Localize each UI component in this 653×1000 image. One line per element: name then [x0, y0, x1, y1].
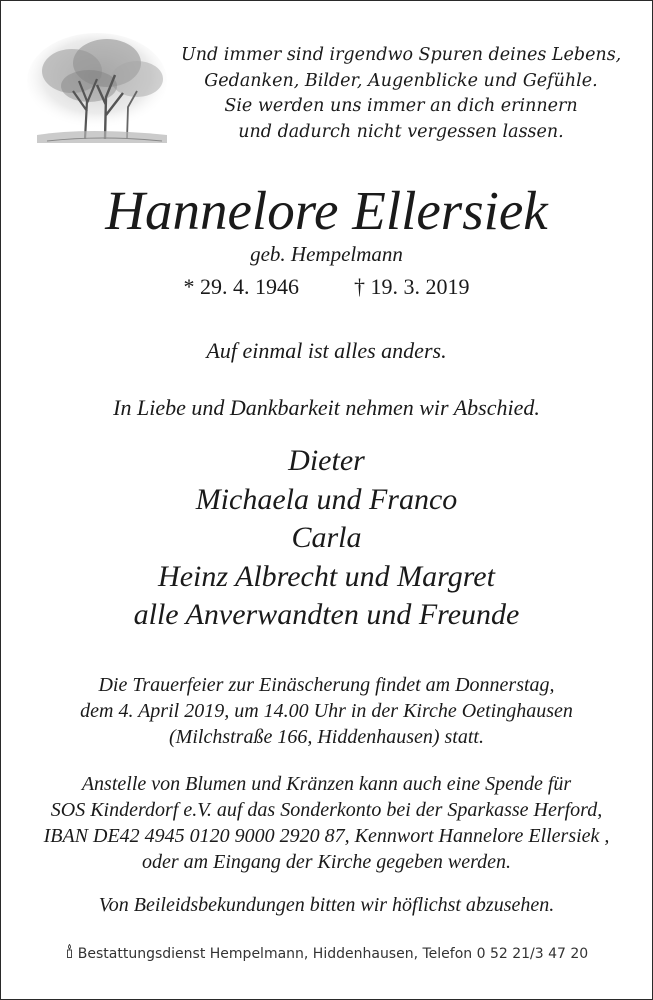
donation-line: oder am Eingang der Kirche gegeben werden.: [142, 851, 511, 873]
closing-note: Von Beileidsbekundungen bitten wir höflichst abzusehen.: [98, 894, 555, 916]
ceremony-line: dem 4. April 2019, um 14.00 Uhr in der Kirche Oetinghausen: [80, 700, 573, 722]
mourners-list: [1, 442, 652, 635]
message-line: Auf einmal ist alles anders.: [206, 338, 447, 363]
maiden-name: geb. Hempelmann: [250, 242, 403, 266]
candle-icon: [65, 944, 74, 962]
donation-line: IBAN DE42 4945 0120 9000 2920 87, Kennwort Hannelore Ellersiek ,: [43, 825, 610, 847]
farewell-line: In Liebe und Dankbarkeit nehmen wir Abschied.: [113, 395, 540, 420]
tree-illustration: [27, 31, 177, 149]
life-dates: [1, 274, 652, 300]
mourner: Michaela und Franco: [195, 482, 458, 516]
donation-details: [1, 771, 652, 875]
mourner: Heinz Albrecht und Margret: [158, 559, 495, 593]
birth-date: * 29. 4. 1946: [183, 274, 299, 299]
donation-line: Anstelle von Blumen und Kränzen kann auch eine Spende für: [81, 773, 572, 795]
poem-line: Und immer sind irgendwo Spuren deines Lebens,: [181, 45, 622, 65]
mourner: Dieter: [288, 444, 365, 477]
footer-text: Bestattungsdienst Hempelmann, Hiddenhausen, Telefon 0 52 21/3 47 20: [77, 946, 589, 962]
ceremony-line: Die Trauerfeier zur Einäscherung findet am Donnerstag,: [98, 674, 555, 696]
deceased-name: Hannelore Ellersiek: [105, 180, 548, 241]
poem-line: Gedanken, Bilder, Augenblicke und Gefühle.: [204, 70, 598, 91]
donation-line: SOS Kinderdorf e.V. auf das Sonderkonto bei der Sparkasse Herford,: [50, 799, 603, 821]
death-date: † 19. 3. 2019: [354, 274, 470, 299]
poem: [181, 43, 621, 145]
poem-line: Sie werden uns immer an dich erinnern: [224, 96, 578, 116]
mourner: Carla: [291, 521, 362, 554]
ceremony-details: [1, 672, 652, 750]
ceremony-line: (Milchstraße 166, Hiddenhausen) statt.: [169, 726, 484, 748]
funeral-home-footer: [1, 944, 652, 962]
poem-line: und dadurch nicht vergessen lassen.: [238, 121, 564, 142]
mourner: alle Anverwandten und Freunde: [133, 598, 520, 631]
